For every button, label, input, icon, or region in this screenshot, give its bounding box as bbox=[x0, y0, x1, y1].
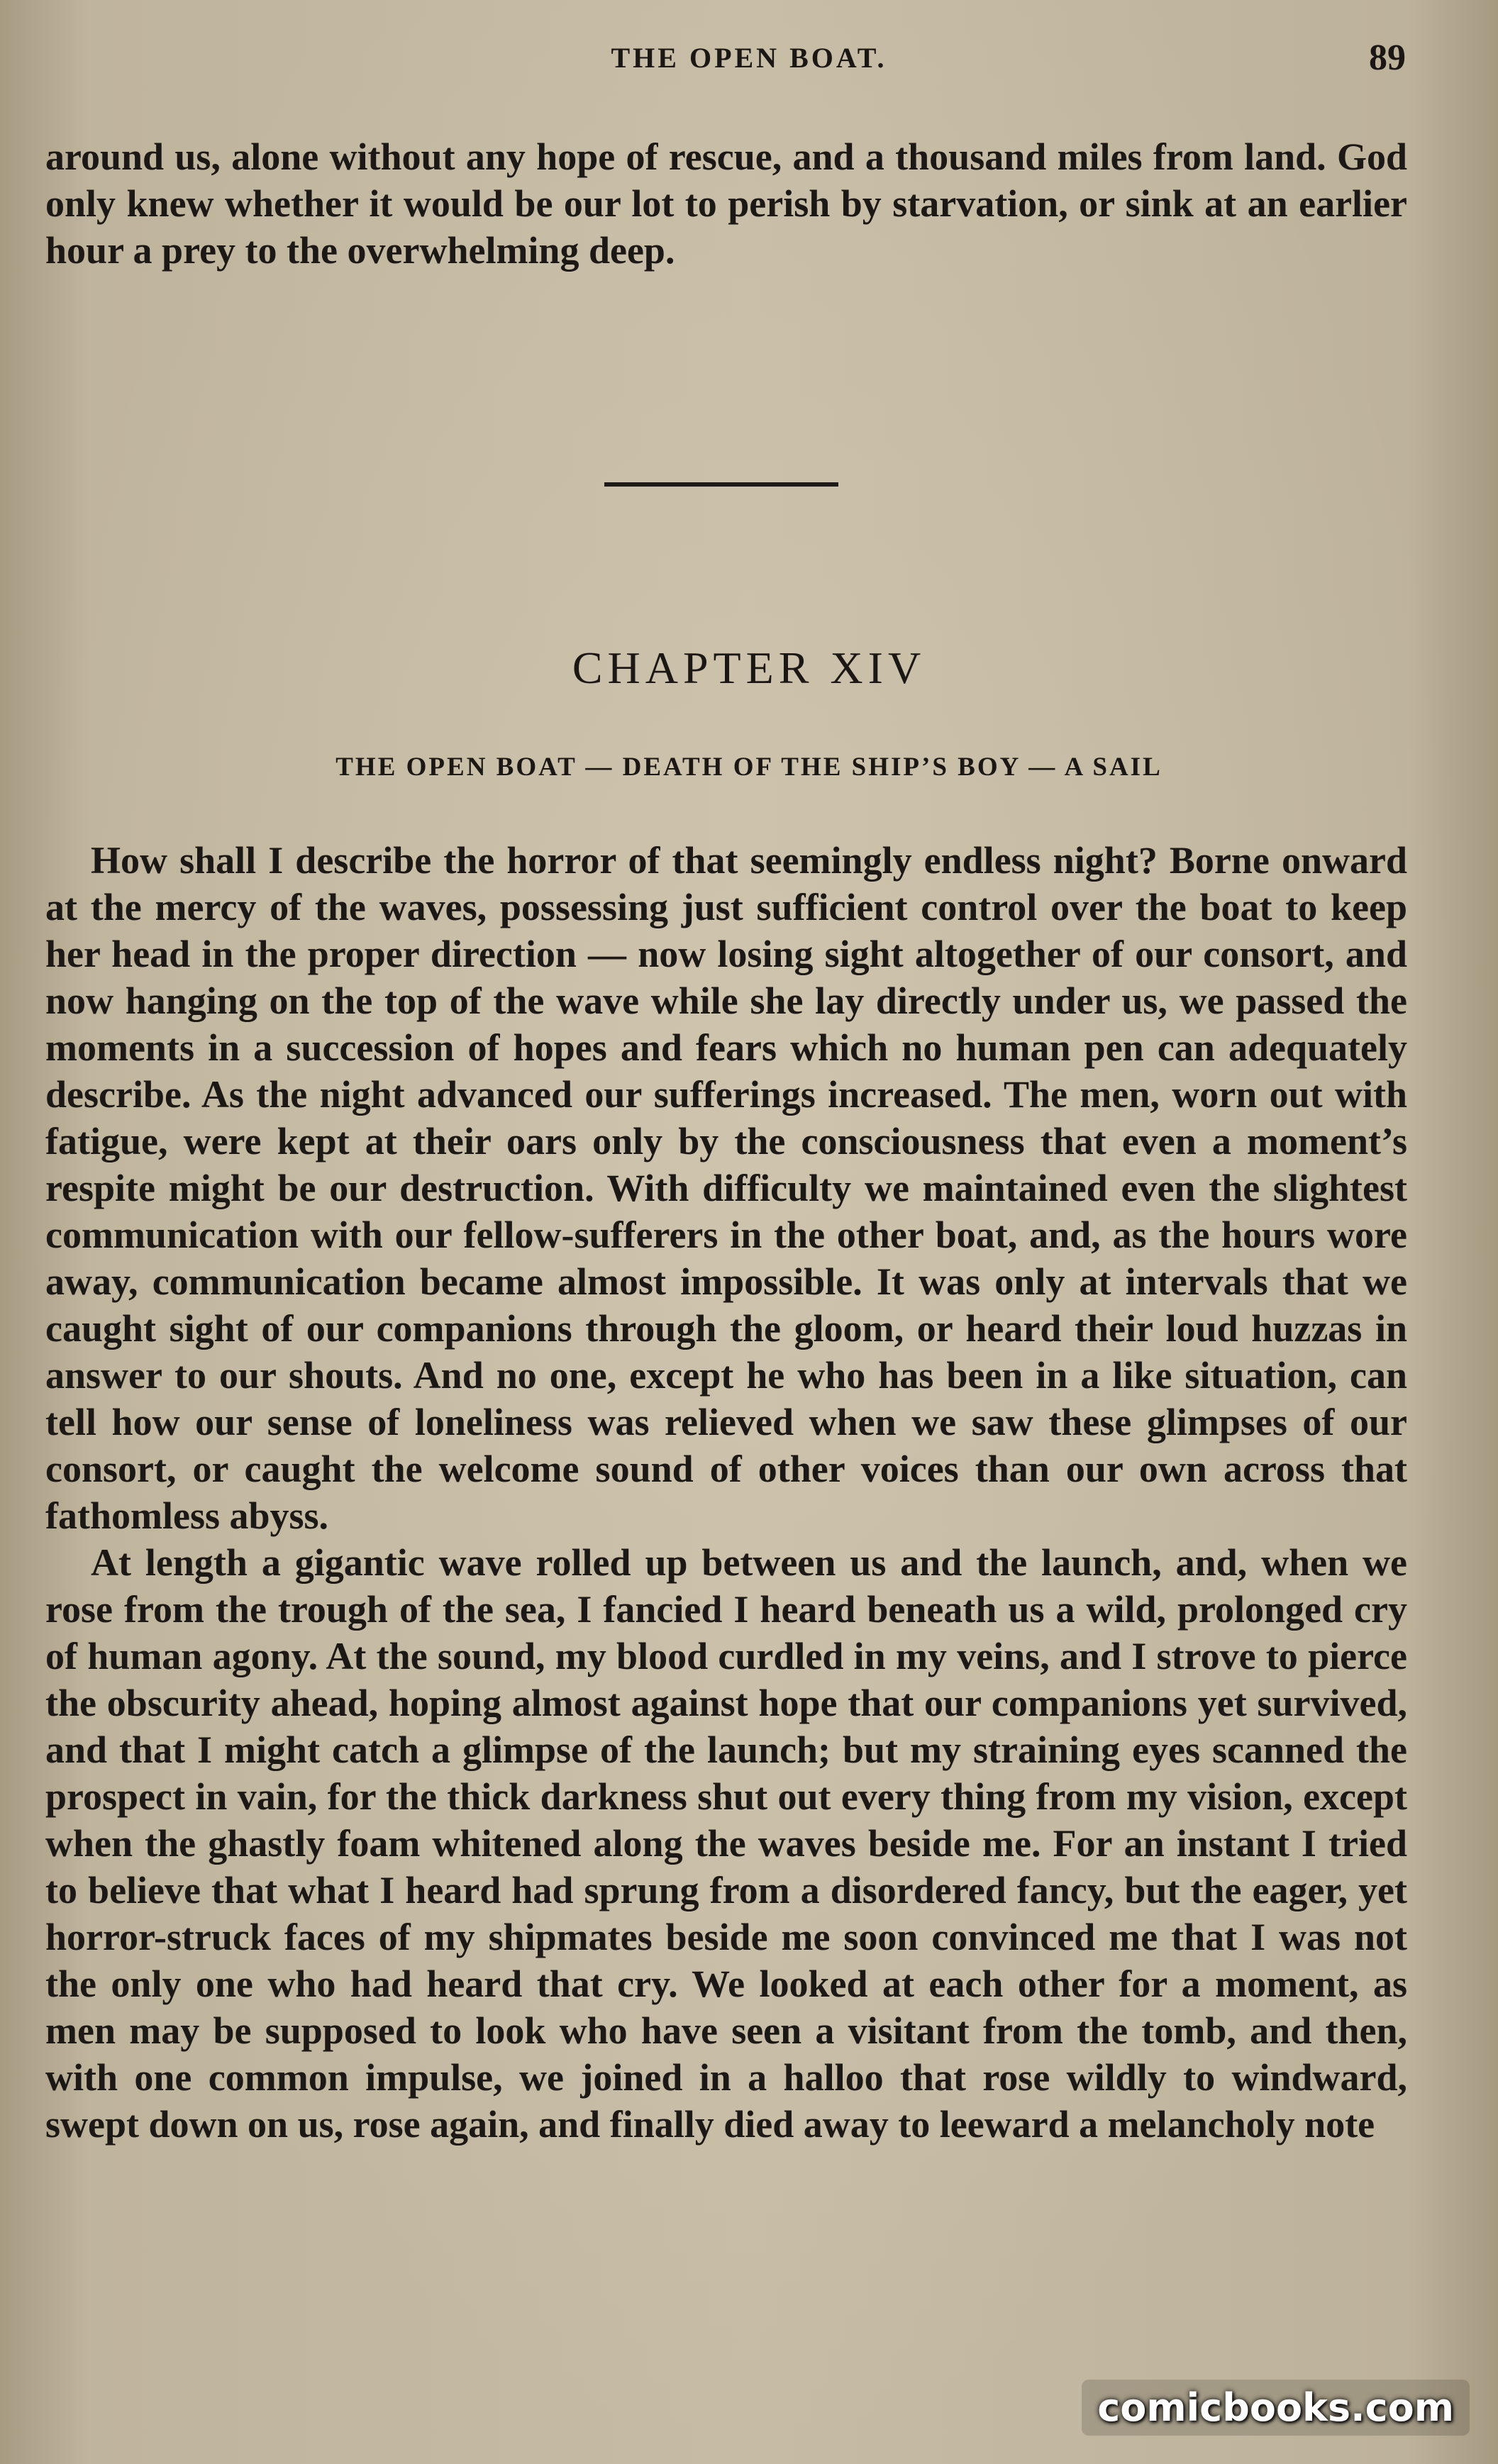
chapter-title: CHAPTER XIV bbox=[572, 643, 926, 693]
chapter-subtitle: THE OPEN BOAT — DEATH OF THE SHIP’S BOY — A SAIL bbox=[335, 753, 1163, 782]
paragraph-2: At length a gigantic wave rolled up between us and the launch, and, when we rose from the trough of the sea, I fancied I heard beneath us a wild, prolonged cry of human agony. At the sound, my blood curdled in my veins, and I strove to pierce the obscurity ahead, hoping almost against hope that our companions yet survived, and that I might catch a glimpse of the launch; but my straining eyes scanned the prospect in vain, for the thick darkness shut out every thing from my vision, except when the ghastly foam whitened along the waves beside me. For an instant I tried to believe that what I heard had sprung from a disordered fancy, but the eager, yet horror-struck faces of my shipmates beside me soon convinced me that I was not the only one who had heard that cry. We looked at each other for a moment, as men may be supposed to look who have seen a visitant from the tomb, and then, with one common impulse, we joined in a halloo that rose wildly to windward, swept down on us, rose again, and finally died away to leeward a melancholy note bbox=[45, 1541, 1407, 2146]
section-divider bbox=[604, 482, 838, 487]
running-title: THE OPEN BOAT. bbox=[611, 42, 887, 74]
running-head bbox=[0, 34, 1498, 84]
continuation-paragraph: around us, alone without any hope of rescue, and a thousand miles from land. God only knew whether it would be our lot to perish by starvation, or sink at an earlier hour a prey to the overwhelming deep. bbox=[45, 135, 1407, 272]
page-number: 89 bbox=[1369, 38, 1406, 78]
watermark-logo: comicbooks.com bbox=[1082, 2380, 1470, 2436]
paragraph-1: How shall I describe the horror of that seemingly endless night? Borne onward at the mercy of the waves, possessing just sufficient control over the boat to keep her head in the proper direction — now losing sight altogether of our consort, and now hanging on the top of the wave while she lay directly under us, we passed the moments in a succession of hopes and fears which no human pen can adequately describe. As the night advanced our sufferings increased. The men, worn out with fatigue, were kept at their oars only by the consciousness that even a moment’s respite might be our destruction. With difficulty we maintained even the slightest communication with our fellow-sufferers in the other boat, and, as the hours wore away, communication became almost impossible. It was only at intervals that we caught sight of our companions through the gloom, or heard their loud huzzas in answer to our shouts. And no one, except he who has been in a like situation, can tell how our sense of loneliness was relieved when we saw these glimpses of our consort, or caught the welcome sound of other voices than our own across that fathomless abyss. bbox=[45, 839, 1407, 1537]
chapter-body bbox=[45, 837, 1407, 2148]
